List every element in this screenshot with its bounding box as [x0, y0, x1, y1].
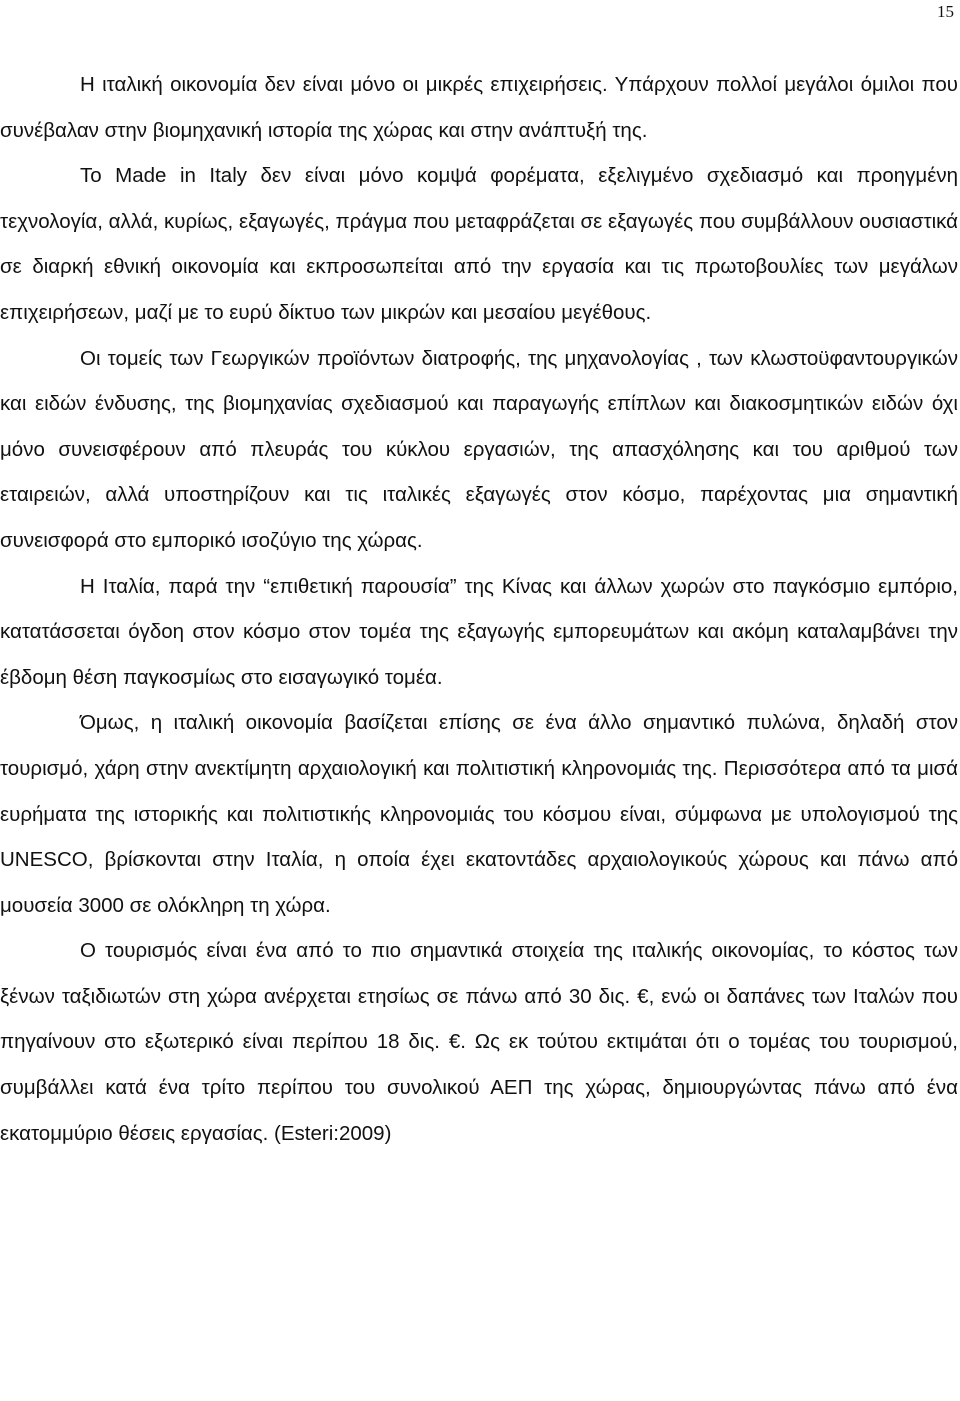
paragraph-tourism-economy: Ο τουρισμός είναι ένα από το πιο σημαντικά στοιχεία της ιταλικής οικονομίας, το κόστος των ξένων ταξιδιωτών στη χώρα ανέρχεται ετησίως σε πάνω από 30 δις. €, ενώ οι δαπάνες των Ιταλών που πηγαίνουν στο εξωτερικό είναι περίπου 18 δις. €. Ως εκ τούτου εκτιμάται ότι ο τομέας του τουρισμού, συμβάλλει κατά ένα τρίτο περίπου του συνολικού ΑΕΠ της χώρας, δημιουργώντας πάνω από ένα εκατομμύριο θέσεις εργασίας. (Esteri:2009)	[0, 939, 958, 1145]
paragraph-intro: Η ιταλική οικονομία δεν είναι μόνο οι μικρές επιχειρήσεις. Υπάρχουν πολλοί μεγάλοι όμιλοι που συνέβαλαν στην βιομηχανική ιστορία της χώρας και στην ανάπτυξή της.	[0, 73, 958, 142]
paragraph-made-in-italy: To Made in Italy δεν είναι μόνο κομψά φορέματα, εξελιγμένο σχεδιασμό και προηγμένη τεχνολογία, αλλά, κυρίως, εξαγωγές, πράγμα που μεταφράζεται σε εξαγωγές που συμβάλλουν ουσιαστικά σε διαρκή εθνική οικονομία και εκπροσωπείται από την εργασία και τις πρωτοβουλίες των μεγάλων επιχειρήσεων, μαζί με το ευρύ δίκτυο των μικρών και μεσαίου μεγέθους.	[0, 164, 958, 324]
paragraph-tourism-heritage: Όμως, η ιταλική οικονομία βασίζεται επίσης σε ένα άλλο σημαντικό πυλώνα, δηλαδή στον τουρισμό, χάρη στην ανεκτίμητη αρχαιολογική και πολιτιστική κληρονομιάς της. Περισσότερα από τα μισά ευρήματα της ιστορικής και πολιτιστικής κληρονομιάς του κόσμου είναι, σύμφωνα με υπολογισμού της UNESCO, βρίσκονται στην Ιταλία, η οποία έχει εκατοντάδες αρχαιολογικούς χώρους και πάνω από μουσεία 3000 σε ολόκληρη τη χώρα.	[0, 711, 958, 917]
paragraph-world-trade: Η Ιταλία, παρά την “επιθετική παρουσία” της Κίνας και άλλων χωρών στο παγκόσμιο εμπόριο, κατατάσσεται όγδοη στον κόσμο στον τομέα της εξαγωγής εμπορευμάτων και ακόμη καταλαμβάνει την έβδομη θέση παγκοσμίως στο εισαγωγικό τομέα.	[0, 574, 958, 689]
paragraph-sectors: Οι τομείς των Γεωργικών προϊόντων διατροφής, της μηχανολογίας , των κλωστοϋφαντουργικών και ειδών ένδυσης, της βιομηχανίας σχεδιασμού και παραγωγής επίπλων και διακοσμητικών ειδών όχι μόνο συνεισφέρουν από πλευράς του κύκλου εργασιών, της απασχόλησης και του αριθμού των εταιρειών, αλλά υποστηρίζουν και τις ιταλικές εξαγωγές στον κόσμο, παρέχοντας μια σημαντική συνεισφορά στο εμπορικό ισοζύγιο της χώρας.	[0, 346, 958, 552]
document-body	[0, 62, 958, 1156]
page-number: 15	[937, 2, 954, 21]
